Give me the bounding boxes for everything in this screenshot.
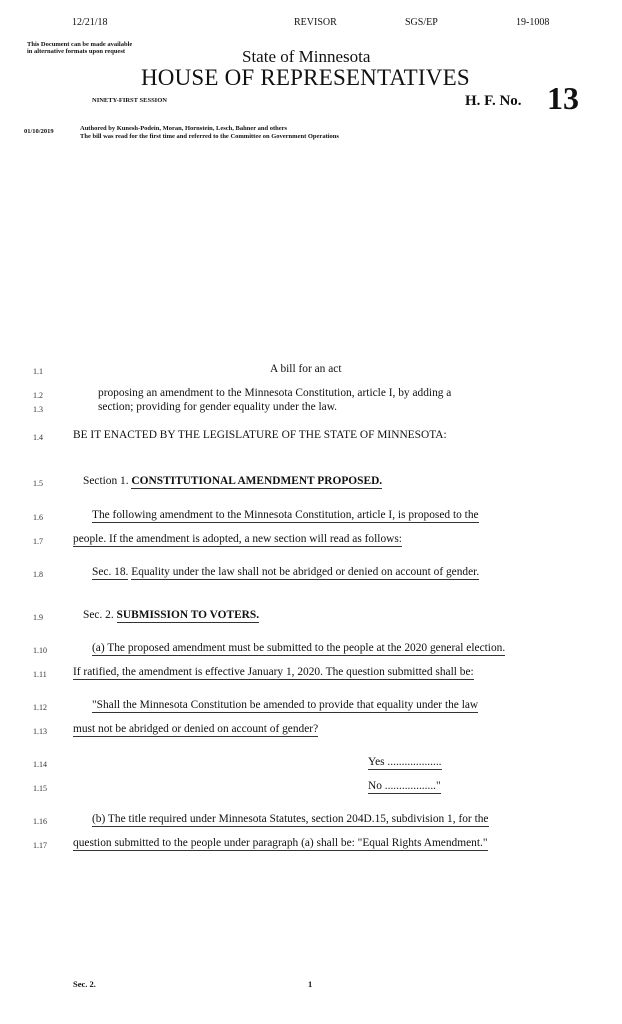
section-title: CONSTITUTIONAL AMENDMENT PROPOSED. bbox=[131, 475, 383, 487]
section-prefix: Sec. 2. bbox=[83, 609, 114, 621]
line-number: 1.8 bbox=[33, 570, 43, 579]
session-label: NINETY-FIRST SESSION bbox=[92, 97, 167, 104]
authorship-block bbox=[80, 125, 339, 141]
line-number: 1.1 bbox=[33, 367, 43, 376]
authorship-date: 01/10/2019 bbox=[24, 128, 54, 135]
line-number: 1.12 bbox=[33, 703, 47, 712]
line-number: 1.10 bbox=[33, 646, 47, 655]
header-initials: SGS/EP bbox=[405, 17, 438, 28]
bill-line: (b) The title required under Minnesota Statutes, section 204D.15, subdivision 1, for the bbox=[92, 813, 489, 825]
availability-note bbox=[27, 41, 132, 55]
new-section bbox=[92, 566, 479, 578]
line-number: 1.6 bbox=[33, 513, 43, 522]
ballot-option-yes: Yes ................... bbox=[368, 756, 442, 768]
footer-section: Sec. 2. bbox=[73, 979, 96, 989]
header-doc-id: 19-1008 bbox=[516, 17, 550, 28]
bill-line: must not be abridged or denied on account of gender? bbox=[73, 723, 319, 735]
line-number: 1.4 bbox=[33, 433, 43, 442]
bill-line: people. If the amendment is adopted, a new section will read as follows: bbox=[73, 533, 402, 545]
line-number: 1.5 bbox=[33, 479, 43, 488]
enacting-clause: BE IT ENACTED BY THE LEGISLATURE OF THE STATE OF MINNESOTA: bbox=[73, 429, 447, 441]
line-number: 1.13 bbox=[33, 727, 47, 736]
section-heading bbox=[83, 609, 259, 621]
state-title: State of Minnesota bbox=[242, 47, 371, 66]
line-number: 1.14 bbox=[33, 760, 47, 769]
page-number: 1 bbox=[308, 979, 313, 989]
header-office: REVISOR bbox=[294, 17, 337, 28]
bill-line: The following amendment to the Minnesota Constitution, article I, is proposed to the bbox=[92, 509, 479, 521]
section-heading bbox=[83, 475, 382, 487]
bill-label: H. F. No. bbox=[465, 93, 522, 109]
new-section-text: Equality under the law shall not be abridged or denied on account of gender. bbox=[131, 566, 480, 578]
new-section-prefix: Sec. 18. bbox=[92, 566, 129, 578]
line-number: 1.9 bbox=[33, 613, 43, 622]
section-prefix: Section 1. bbox=[83, 475, 129, 487]
bill-line: proposing an amendment to the Minnesota Constitution, article I, by adding a bbox=[98, 387, 452, 399]
bill-line: section; providing for gender equality under the law. bbox=[98, 401, 338, 413]
section-title: SUBMISSION TO VOTERS. bbox=[116, 609, 260, 621]
chamber-title: HOUSE OF REPRESENTATIVES bbox=[141, 65, 470, 90]
line-number: 1.11 bbox=[33, 670, 47, 679]
line-number: 1.7 bbox=[33, 537, 43, 546]
line-number: 1.17 bbox=[33, 841, 47, 850]
bill-title: A bill for an act bbox=[270, 363, 342, 375]
line-number: 1.3 bbox=[33, 405, 43, 414]
availability-note-line: in alternative formats upon request bbox=[27, 48, 126, 55]
bill-line: "Shall the Minnesota Constitution be amended to provide that equality under the law bbox=[92, 699, 479, 711]
line-number: 1.16 bbox=[33, 817, 47, 826]
bill-number: 13 bbox=[547, 80, 579, 116]
header-date: 12/21/18 bbox=[72, 17, 108, 28]
line-number: 1.2 bbox=[33, 391, 43, 400]
bill-line: If ratified, the amendment is effective January 1, 2020. The question submitted shall be: bbox=[73, 666, 474, 678]
ballot-option-no: No .................." bbox=[368, 780, 441, 792]
availability-note-line: This Document can be made available bbox=[27, 41, 133, 48]
bill-line: (a) The proposed amendment must be submitted to the people at the 2020 general election. bbox=[92, 642, 506, 654]
referral: The bill was read for the first time and referred to the Committee on Government Operations bbox=[80, 133, 339, 140]
authors: Authored by Kunesh-Podein, Moran, Hornstein, Lesch, Bahner and others bbox=[80, 125, 288, 132]
line-number: 1.15 bbox=[33, 784, 47, 793]
bill-line: question submitted to the people under paragraph (a) shall be: "Equal Rights Amendment." bbox=[73, 837, 488, 849]
